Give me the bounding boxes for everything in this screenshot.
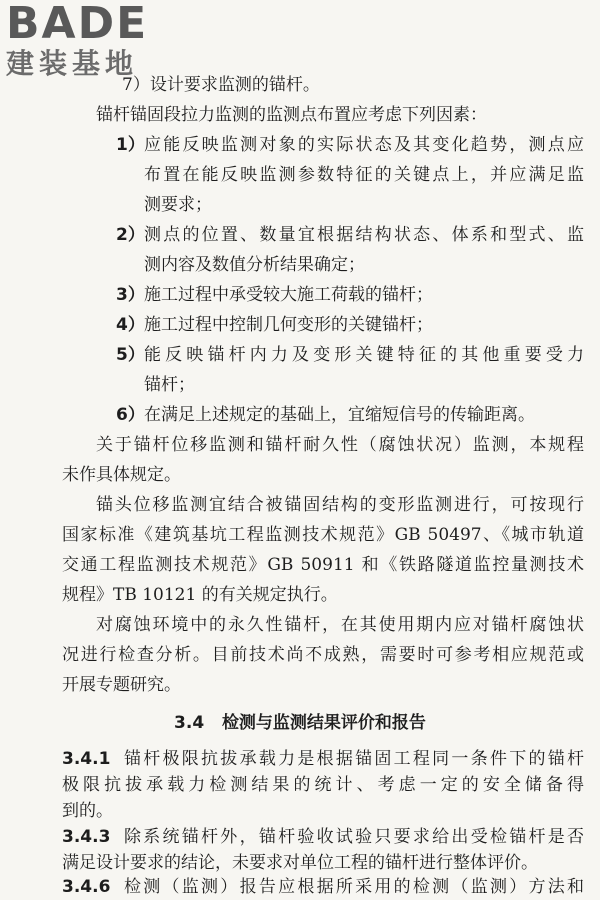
factor-5-line-2: 锚杆； bbox=[144, 375, 195, 395]
logo-subtitle: 建装基地 bbox=[6, 47, 139, 80]
anchor-segment-intro: 锚杆锚固段拉力监测的监测点布置应考虑下列因素： bbox=[96, 105, 487, 125]
head-displacement-line-4: 规程》TB 10121 的有关规定执行。 bbox=[62, 585, 338, 605]
clause-3-4-6-line-1: 检测（监测）报告应根据所采用的检测（监测）方法和 bbox=[124, 877, 584, 897]
clause-3-4-3-line-1: 除系统锚杆外，锚杆验收试验只要求给出受检锚杆是否 bbox=[124, 827, 584, 847]
clause-3-4-3-line-2: 满足设计要求的结论，未要求对单位工程的锚杆进行整体评价。 bbox=[62, 853, 538, 873]
factor-1-line-1: 应能反映监测对象的实际状态及其变化趋势，测点应 bbox=[144, 135, 584, 155]
clause-3-4-1-line-2: 极限抗拔承载力检测结果的统计、考虑一定的安全储备得 bbox=[62, 775, 584, 795]
brand-logo bbox=[6, 2, 176, 80]
head-displacement-line-3: 交通工程监测技术规范》GB 50911 和《铁路隧道监控量测技术 bbox=[62, 555, 584, 575]
section-number: 3.4 bbox=[174, 713, 205, 733]
clause-3-4-6-number: 3.4.6 bbox=[62, 877, 111, 897]
head-displacement-line-1: 锚头位移监测宜结合被锚固结构的变形监测进行，可按现行 bbox=[96, 495, 584, 515]
clause-3-4-1-line-1: 锚杆极限抗拔承载力是根据锚固工程同一条件下的锚杆 bbox=[124, 749, 584, 769]
durability-line-2: 未作具体规定。 bbox=[62, 465, 181, 485]
factor-2-number: 2） bbox=[116, 225, 145, 245]
factor-4-number: 4） bbox=[116, 315, 145, 335]
factor-1-line-2: 布置在能反映监测参数特征的关键点上，并应满足监 bbox=[144, 165, 584, 185]
item-7-line: 7）设计要求监测的锚杆。 bbox=[122, 75, 320, 95]
factor-5-number: 5） bbox=[116, 345, 145, 365]
factor-5-line-1: 能反映锚杆内力及变形关键特征的其他重要受力 bbox=[144, 345, 584, 365]
factor-3-number: 3） bbox=[116, 285, 145, 305]
corrosion-line-1: 对腐蚀环境中的永久性锚杆，在其使用期内应对锚杆腐蚀状 bbox=[96, 615, 584, 635]
factor-4-line-1: 施工过程中控制几何变形的关键锚杆； bbox=[144, 315, 433, 335]
durability-line-1: 关于锚杆位移监测和锚杆耐久性（腐蚀状况）监测，本规程 bbox=[96, 435, 584, 455]
head-displacement-line-2: 国家标准《建筑基坑工程监测技术规范》GB 50497、《城市轨道 bbox=[62, 525, 584, 545]
clause-3-4-3-number: 3.4.3 bbox=[62, 827, 111, 847]
clause-3-4-1-line-3: 到的。 bbox=[62, 801, 113, 821]
factor-1-number: 1） bbox=[116, 135, 145, 155]
logo-wordmark: BADE bbox=[6, 0, 149, 49]
section-heading bbox=[0, 712, 600, 734]
factor-1-line-3: 测要求； bbox=[144, 195, 212, 215]
factor-6-number: 6） bbox=[116, 405, 145, 425]
corrosion-line-2: 况进行检查分析。目前技术尚不成熟，需要时可参考相应规范或 bbox=[62, 645, 584, 665]
section-title: 检测与监测结果评价和报告 bbox=[221, 713, 426, 733]
clause-3-4-1-number: 3.4.1 bbox=[62, 749, 111, 769]
factor-3-line-1: 施工过程中承受较大施工荷载的锚杆； bbox=[144, 285, 433, 305]
factor-2-line-2: 测内容及数值分析结果确定； bbox=[144, 255, 365, 275]
factor-6-line-1: 在满足上述规定的基础上，宜缩短信号的传输距离。 bbox=[144, 405, 535, 425]
corrosion-line-3: 开展专题研究。 bbox=[62, 675, 181, 695]
factor-2-line-1: 测点的位置、数量宜根据结构状态、体系和型式、监 bbox=[144, 225, 584, 245]
